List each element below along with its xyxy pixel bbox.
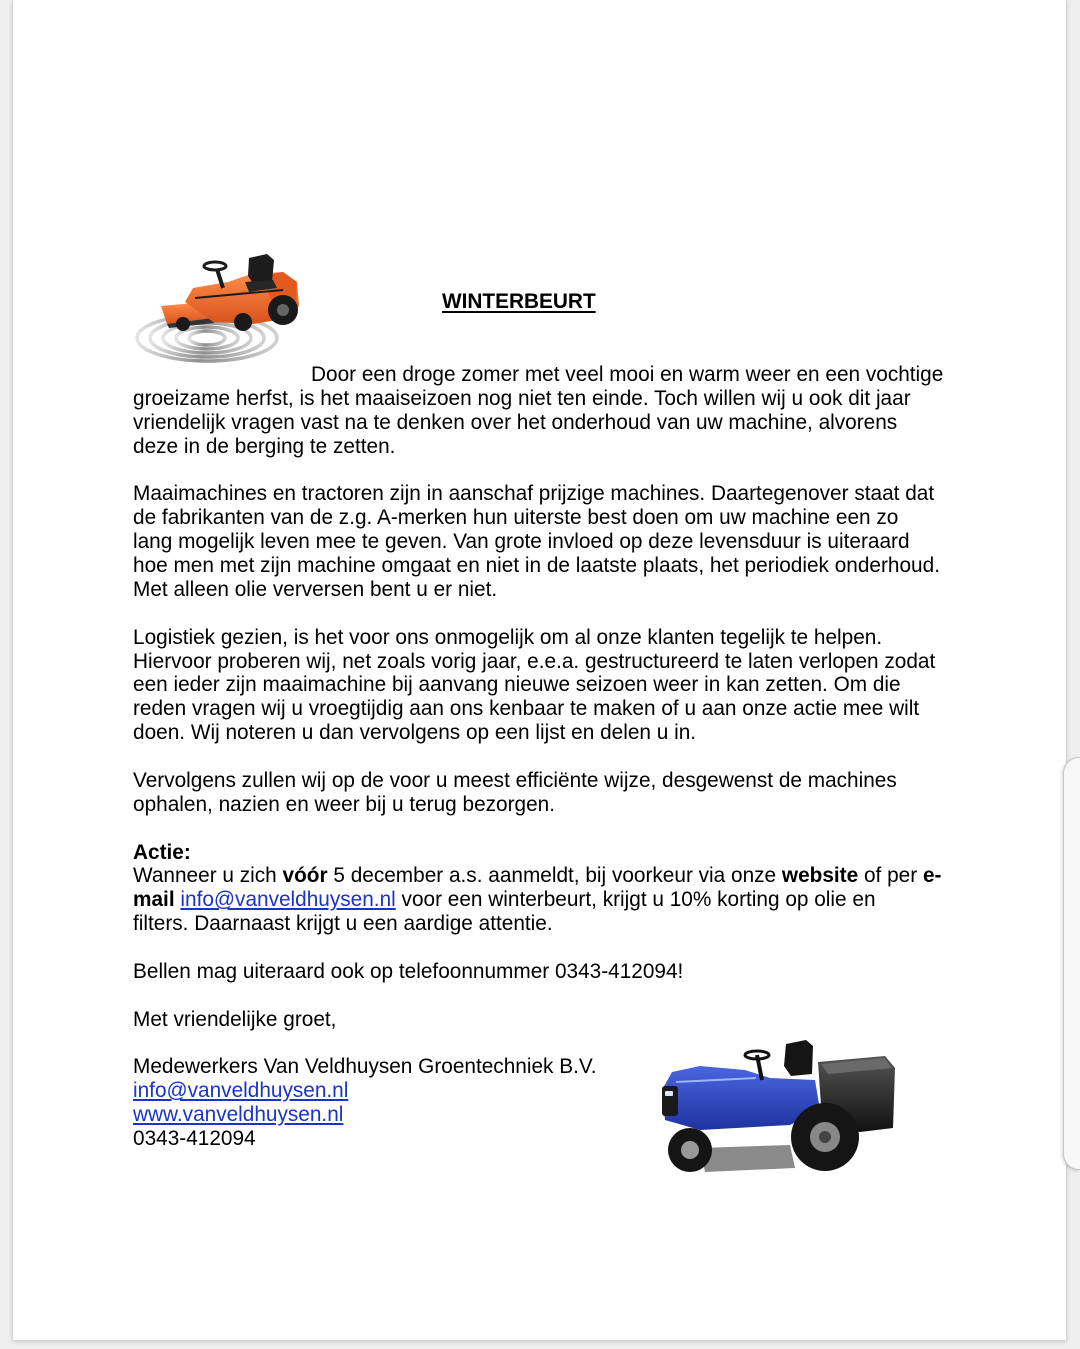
signature-website-link[interactable]: www.vanveldhuysen.nl xyxy=(133,1103,344,1127)
paragraph-intro xyxy=(133,363,963,459)
text-line: Vervolgens zullen wij op de voor u meest efficiënte wijze, desgewenst de machines xyxy=(133,768,897,792)
text-line: een ieder zijn maaimachine bij aanvang nieuwe seizoen weer in kan zetten. Om die xyxy=(133,673,901,697)
website-emphasis: website xyxy=(781,864,859,888)
signature-phone: 0343-412094 xyxy=(133,1127,256,1150)
garden-tractor-image xyxy=(656,1036,898,1184)
tractor-mower-deck xyxy=(700,1145,795,1172)
mower-seat xyxy=(245,254,277,292)
text-segment: 5 december a.s. aanmeldt, bij voorkeur via onze xyxy=(327,864,782,888)
text-line: vriendelijk vragen vast na te denken over het onderhoud van uw machine, alvorens xyxy=(133,410,898,434)
ride-on-mower-image xyxy=(133,252,303,364)
text-segment: Wanneer u zich xyxy=(133,864,283,888)
text-line: Met alleen olie verversen bent u er niet. xyxy=(133,577,498,601)
paragraph-pickup xyxy=(133,769,963,817)
action-heading-label: Actie: xyxy=(133,840,191,864)
tractor-seat xyxy=(784,1040,813,1076)
deadline-emphasis: vóór xyxy=(282,864,328,888)
text-line: hoe men met zijn machine omgaat en niet in de laatste plaats, het periodiek onderhoud. xyxy=(133,554,940,577)
text-line: Met vriendelijke groet, xyxy=(133,1007,337,1031)
closing xyxy=(133,1008,963,1032)
fast-scroll-handle[interactable] xyxy=(1063,757,1080,1170)
text-line: lang mogelijk leven mee te geven. Van grote invloed op deze levensduur is uiteraard xyxy=(133,530,910,554)
action-email-link[interactable]: info@vanveldhuysen.nl xyxy=(180,888,396,912)
text-line: deze in de berging te zetten. xyxy=(133,434,396,458)
text-line: ophalen, nazien en weer bij u terug bezorgen. xyxy=(133,792,556,816)
text-segment: of per xyxy=(858,864,923,888)
mower-steering-wheel xyxy=(204,262,226,288)
text-line xyxy=(133,888,963,912)
document-title: WINTERBEURT xyxy=(442,290,596,313)
text-line: groeizame herfst, is het maaiseizoen nog niet ten einde. Toch willen wij u ook dit jaar xyxy=(133,386,911,410)
paragraph-logistics xyxy=(133,626,963,745)
text-line: de fabrikanten van de z.g. A-merken hun uiterste best doen om uw machine een zo xyxy=(133,506,899,530)
text-line: Bellen mag uiteraard ook op telefoonnummer 0343-412094! xyxy=(133,959,684,983)
email-emphasis-part: e- xyxy=(922,864,942,888)
text-line: filters. Daarnaast krijgt u een aardige attentie. xyxy=(133,912,553,936)
text-line: Logistiek gezien, is het voor ons onmogelijk om al onze klanten tegelijk te helpen. xyxy=(133,625,883,649)
signature-email-link[interactable]: info@vanveldhuysen.nl xyxy=(133,1079,349,1103)
email-emphasis-part: mail xyxy=(133,888,181,912)
text-line: reden vragen wij u vroegtijdig aan ons kenbaar te maken of u aan onze actie mee wilt xyxy=(133,697,920,721)
paragraph-machines xyxy=(133,482,963,601)
text-segment: voor een winterbeurt, krijgt u 10% korting op olie en xyxy=(395,888,876,912)
text-line: Hiervoor proberen wij, net zoals vorig jaar, e.e.a. gestructureerd te laten verlopen zodat xyxy=(133,649,936,673)
action-heading xyxy=(133,841,963,865)
text-line: Door een droge zomer met veel mooi en warm weer en een vochtige xyxy=(311,363,944,386)
signature-company: Medewerkers Van Veldhuysen Groentechniek B.V. xyxy=(133,1055,597,1079)
text-line: doen. Wij noteren u dan vervolgens op een lijst en delen u in. xyxy=(133,721,697,745)
phone-note xyxy=(133,960,963,984)
text-line: Maaimachines en tractoren zijn in aanschaf prijzige machines. Daartegenover staat dat xyxy=(133,482,935,506)
text-line xyxy=(133,864,963,888)
action-section xyxy=(133,841,963,937)
